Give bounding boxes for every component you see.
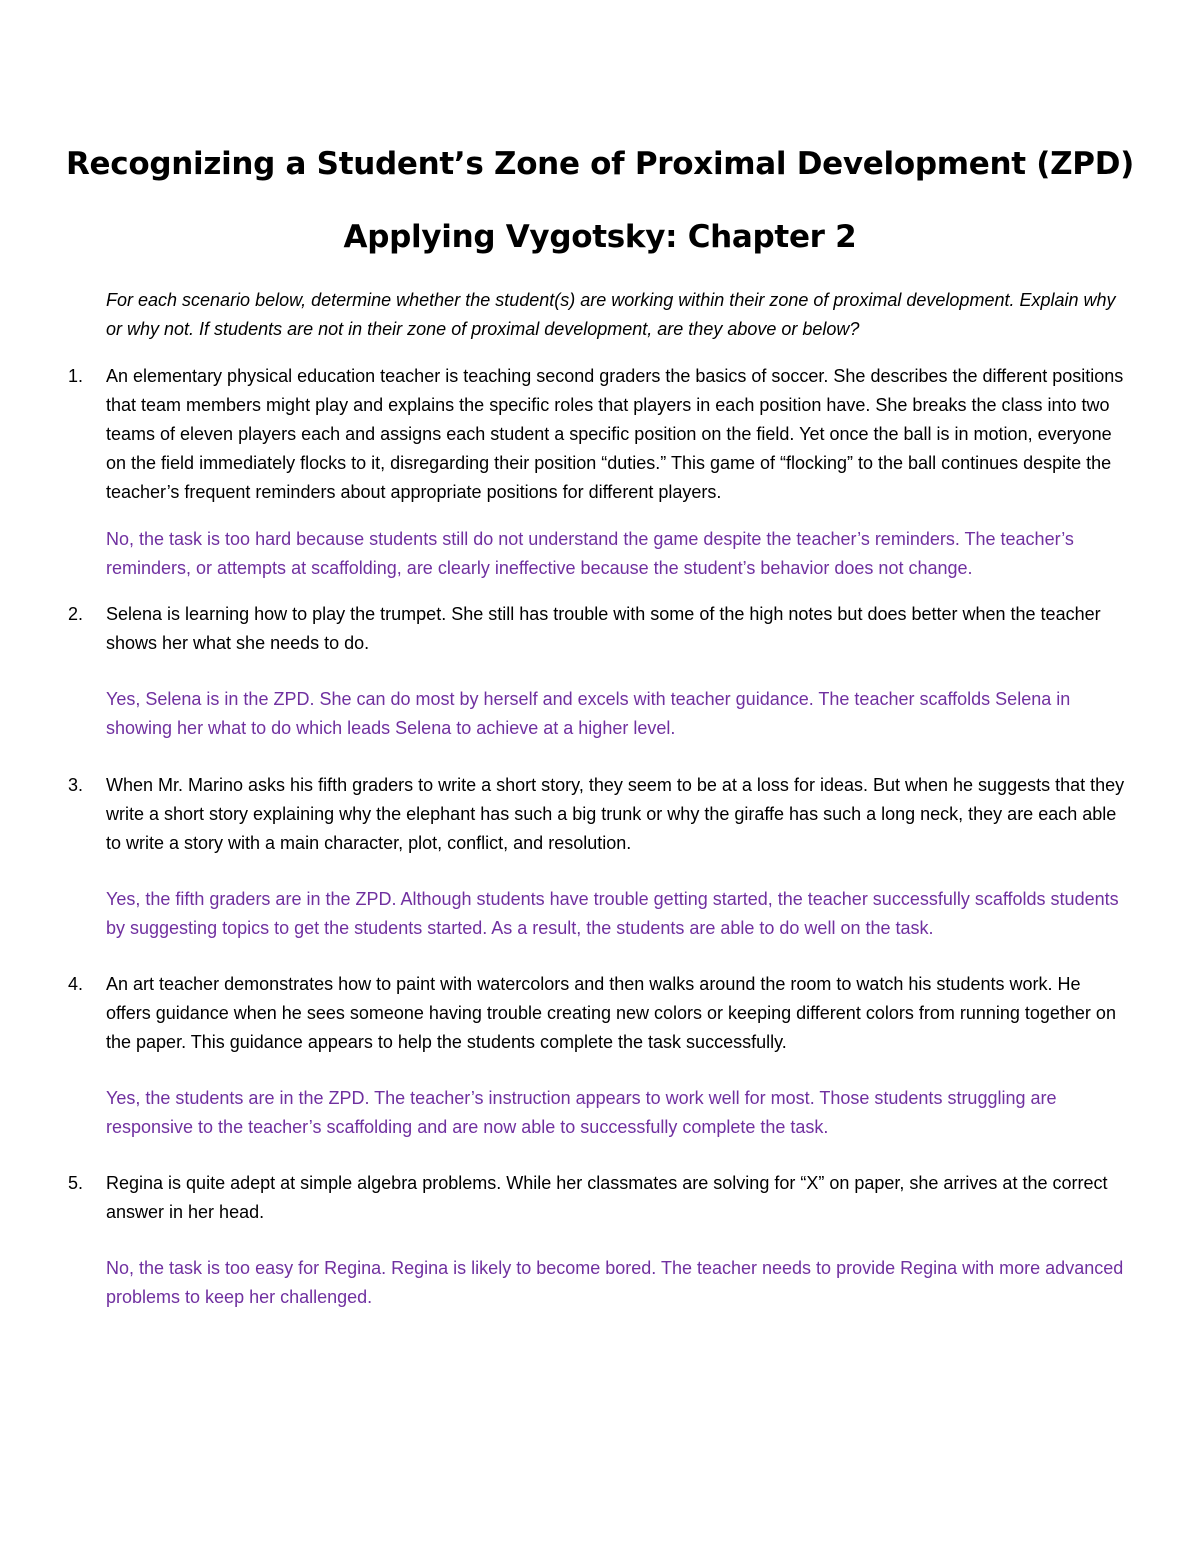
answer-text: Yes, the fifth graders are in the ZPD. Although students have trouble getting started, the teacher successfully scaffolds students by suggesting topics to get the students started. As a result, the students are able to do well on the task.	[106, 889, 1119, 938]
item-number: 4.	[68, 974, 84, 994]
scenario-text: When Mr. Marino asks his fifth graders to write a short story, they seem to be at a loss for ideas. But when he suggests that they write a short story explaining why the elephant has such a big trunk or why the giraffe has such a long neck, they are each able to write a story with a main character, plot, conflict, and resolution.	[106, 775, 1125, 853]
answer-text: No, the task is too easy for Regina. Regina is likely to become bored. The teacher needs to provide Regina with more advanced problems to keep her challenged.	[106, 1258, 1124, 1307]
item-number: 1.	[68, 366, 84, 386]
document-title: Recognizing a Student’s Zone of Proximal Development (ZPD)	[65, 146, 1134, 182]
answer-text: Yes, the students are in the ZPD. The teacher’s instruction appears to work well for most. Those students struggling are responsive to the teacher’s scaffolding and are now able to successfully complete the task.	[106, 1088, 1057, 1137]
scenario-text: Regina is quite adept at simple algebra problems. While her classmates are solving for “X” on paper, she arrives at the correct answer in her head.	[106, 1173, 1108, 1222]
list-item	[68, 771, 1130, 943]
scenario-text: An elementary physical education teacher is teaching second graders the basics of soccer. She describes the different positions that team members might play and explains the specific roles that players in each position have. She breaks the class into two teams of eleven players each and assigns each student a specific position on the field. Yet once the ball is in motion, everyone on the field immediately flocks to it, disregarding their position “duties.” This game of “flocking” to the ball continues despite the teacher’s frequent reminders about appropriate positions for different players.	[106, 366, 1124, 502]
answer-text: Yes, Selena is in the ZPD. She can do most by herself and excels with teacher guidance. The teacher scaffolds Selena in showing her what to do which leads Selena to achieve at a higher level.	[106, 689, 1071, 738]
item-number: 3.	[68, 775, 84, 795]
list-item	[68, 600, 1130, 743]
item-number: 5.	[68, 1173, 84, 1193]
list-item	[68, 1169, 1130, 1312]
item-number: 2.	[68, 604, 84, 624]
scenario-text: An art teacher demonstrates how to paint with watercolors and then walks around the room to watch his students work. He offers guidance when he sees someone having trouble creating new colors or keeping different colors from running together on the paper. This guidance appears to help the students complete the task successfully.	[106, 974, 1116, 1052]
document-subtitle: Applying Vygotsky: Chapter 2	[343, 219, 857, 255]
list-item	[68, 970, 1130, 1142]
answer-text: No, the task is too hard because students still do not understand the game despite the teacher’s reminders. The teacher’s reminders, or attempts at scaffolding, are clearly ineffective because the student’s behavior does not change.	[106, 529, 1074, 578]
scenario-text: Selena is learning how to play the trumpet. She still has trouble with some of the high notes but does better when the teacher shows her what she needs to do.	[106, 604, 1101, 653]
list-item	[68, 362, 1130, 583]
instructions: For each scenario below, determine whether the student(s) are working within their zone of proximal development. Explain why or why not. If students are not in their zone of proximal development, are they above or below?	[106, 290, 1116, 339]
